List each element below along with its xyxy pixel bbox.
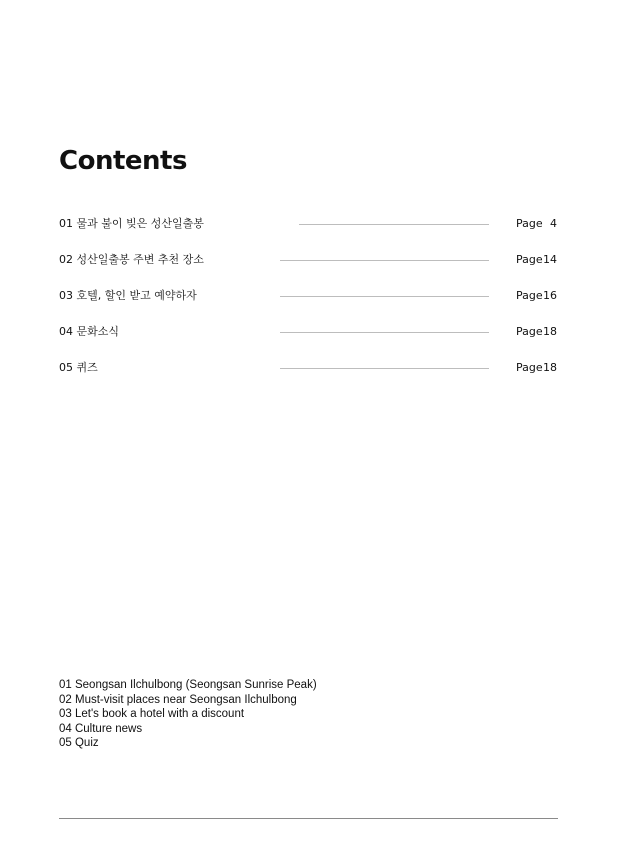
toc-leader-line bbox=[280, 368, 489, 369]
toc-page-word: Page bbox=[516, 325, 543, 338]
summary-item-2: 02 Must-visit places near Seongsan Ilchulbong bbox=[59, 693, 297, 706]
toc-leader-line bbox=[280, 296, 489, 297]
toc-entry-label: 04 문화소식 bbox=[59, 325, 119, 338]
bottom-divider bbox=[59, 818, 558, 819]
toc-entry-5[interactable] bbox=[59, 358, 559, 378]
toc-page-number: 4 bbox=[550, 217, 557, 230]
toc-entry-label: 05 퀴즈 bbox=[59, 361, 98, 374]
toc-entry-label: 01 물과 불이 빚은 성산일출봉 bbox=[59, 217, 204, 230]
toc-page-word: Page bbox=[516, 289, 543, 302]
toc-page-number: 16 bbox=[543, 289, 557, 302]
toc-leader-line bbox=[280, 260, 489, 261]
toc-entry-1[interactable] bbox=[59, 214, 559, 234]
toc-page-number: 18 bbox=[543, 325, 557, 338]
summary-item-5: 05 Quiz bbox=[59, 737, 99, 749]
toc-entry-3[interactable] bbox=[59, 286, 559, 306]
summary-item-4: 04 Culture news bbox=[59, 722, 143, 735]
toc-leader-line bbox=[280, 332, 489, 333]
summary-item-1: 01 Seongsan Ilchulbong (Seongsan Sunrise Peak) bbox=[59, 679, 317, 691]
page-title: Contents bbox=[59, 146, 187, 176]
toc-entry-label: 02 성산일출봉 주변 추천 장소 bbox=[59, 253, 204, 266]
toc-leader-line bbox=[299, 224, 489, 225]
toc-entry-4[interactable] bbox=[59, 322, 559, 342]
toc-page-number: 18 bbox=[543, 361, 557, 374]
toc-page-word: Page bbox=[516, 253, 543, 266]
toc-page-word: Page bbox=[516, 361, 543, 374]
toc-page-number: 14 bbox=[543, 253, 557, 266]
toc-entry-2[interactable] bbox=[59, 250, 559, 270]
summary-item-3: 03 Let's book a hotel with a discount bbox=[59, 708, 245, 720]
english-summary bbox=[59, 678, 459, 751]
toc-page-word: Page bbox=[516, 217, 543, 230]
toc-entry-label: 03 호텔, 할인 받고 예약하자 bbox=[59, 289, 197, 302]
